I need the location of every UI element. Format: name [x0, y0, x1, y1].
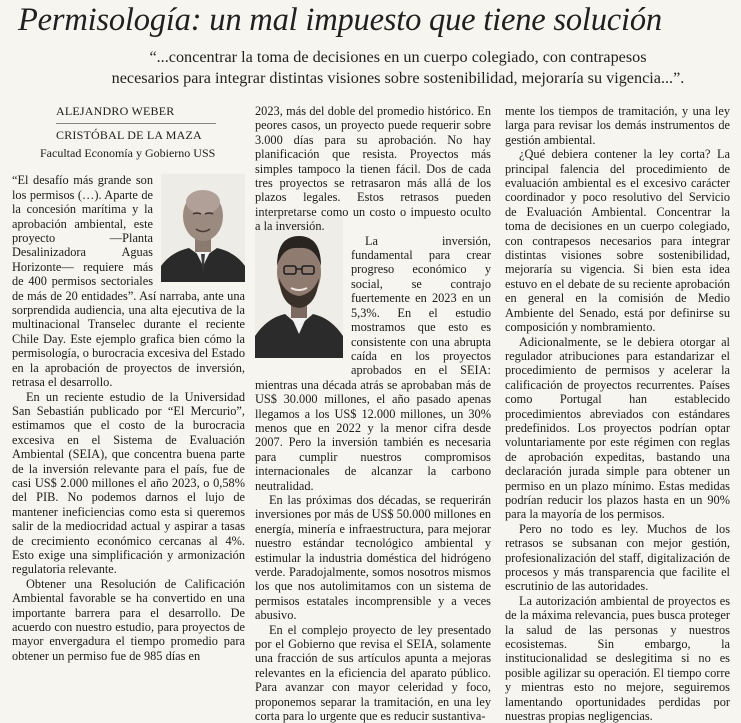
col2-paragraph: La inversión, fundamental para crear progreso económico y social, se contrajo fuertemente en 2023 en un 5,3%. En el estudio mostramos que esto es consistente con una abrupta caída en los proyectos aprobados en el SEIA: mientras una década atrás se aprobaban más de US$ 30.000 millones, el año pasado apenas llegamos a los US$ 12.000 millones, un 30% menos que en 2022 y la menor cifra desde 2007. Pero la inversión también es necesaria para cumplir nuestros compromisos internacionales de alcanzar la carbono neutralidad. — [255, 233, 491, 493]
col3-paragraph: Pero no todo es ley. Muchos de los retrasos se subsanan con mejor gestión, profesionalización del staff, digitalización de procesos y más transparencia que facilite el escrutinio de las autoridades. — [505, 521, 730, 594]
col1-paragraph: “El desafío más grande son los permisos (…). Aparte de la concesión marítima y la aprobación ambiental, este proyecto —Planta Desalinizadora Aguas Horizonte— requiere más de 400 permisos sectoriales de más de 20 entidades”. Así narraba, ante una sorprendida audiencia, una alta ejecutiva de la multinacional Transelec durante el reciente Chile Day. Este ejemplo grafica bien cómo la permisología, o burocracia excesiva del Estado en la aprobación de proyectos de inversión, retrasa el desarrollo. — [12, 173, 245, 390]
article-column-1 — [12, 104, 245, 663]
col3-paragraph: La autorización ambiental de proyectos es de la máxima relevancia, pues busca proteger la salud de las personas y nuestros ecosistemas. Sin embargo, la institucionalidad se deslegitima si no es posible agilizar su operación. El tiempo corre y mientras esto no mejore, seguiremos lamentando oportunidades perdidas por nuestras propias negligencias. — [505, 593, 730, 723]
photo-spacer — [255, 234, 351, 377]
col2-paragraph: 2023, más del doble del promedio histórico. En peores casos, un proyecto puede requerir sobre 3.000 días para su aprobación. No hay planificación que resista. Proyectos más simples tampoco la tienen fácil. Dos de cada tres proyectos se retrasaron más allá de los plazos legales. Estos retrasos pueden interpretarse como un costo o impuesto oculto a la inversión. — [255, 104, 491, 234]
article-column-2 — [255, 104, 491, 723]
col3-paragraph: ¿Qué debiera contener la ley corta? La principal falencia del procedimiento de evaluación ambiental es el excesivo carácter coordinador y poco resolutivo del Servicio de Evaluación Ambiental. Concentrar la toma de decisiones en un cuerpo colegiado, con contrapesos necesarios para integrar distintas visiones sobre sostenibilidad, mejoraría su vigencia. Si bien esta idea estuvo en el debate de su reciente aprobación en general en la comisión de Medio Ambiente del Senado, está por definirse su composición y nombramiento. — [505, 147, 730, 335]
col2-paragraph: En el complejo proyecto de ley presentado por el Gobierno que revisa el SEIA, solamente una fracción de sus artículos apunta a mejoras relevantes en la eficiencia del aparato público. Para avanzar con mayor celeridad y foco, proponemos separar la tramitación, en una ley corta para lo urgente que es reducir sustantiva- — [255, 622, 491, 723]
col2-paragraph: En las próximas dos décadas, se requerirán inversiones por más de US$ 50.000 millones en energía, minería e infraestructura, para mejorar nuestro estándar tecnológico ambiental y estimular la industria doméstica del hidrógeno verde. Paradojalmente, somos nosotros mismos los que nos autolimitamos con un sistema de permisos estatales incomprensible y a veces abusivo. — [255, 492, 491, 623]
deck-line: necesarios para integrar distintas visiones sobre sostenibilidad, mejoraría su vigencia...”. — [111, 69, 685, 87]
article-headline: Permisología: un mal impuesto que tiene solución — [18, 2, 662, 38]
col3-paragraph: Adicionalmente, se le debiera otorgar al regulador atribuciones para estandarizar el procedimiento de permisos y acelerar la calificación de proyectos recurrentes. Países como Portugal han establecido procedimientos abreviados con estándares predefinidos. Los proyectos podrían optar voluntariamente por este régimen con reglas de aprobación expeditas, bastando una declaración jurada simple para obtener un permiso en un plazo mínimo. Estas medidas podrían reducir los plazos hasta en un 90% para la mayoría de los permisos. — [505, 334, 730, 522]
col1-paragraph: En un reciente estudio de la Universidad San Sebastián publicado por “El Mercurio”, estimamos que el costo de la burocracia excesiva en el Sistema de Evaluación Ambiental (SEIA), que concentra buena parte de la inversión relevante para el país, fue de casi US$ 2.000 millones el año 2023, o 0,58% del PIB. No podemos darnos el lujo de mantener ineficiencias como esta si queremos salir de la mediocridad actual y aspirar a tasas de crecimiento económico cercanas al 4%. Esto exige una simplificación y armonización regulatoria relevante. — [12, 389, 245, 577]
author-photo-weber — [161, 174, 245, 282]
col3-paragraph: mente los tiempos de tramitación, y una ley larga para revisar los demás instrumentos de gestión ambiental. — [505, 104, 730, 147]
author-name-1: ALEJANDRO WEBER — [56, 104, 216, 124]
author-name-2: CRISTÓBAL DE LA MAZA — [56, 128, 202, 142]
portrait-man-bald-icon — [161, 174, 245, 282]
author-affiliation: Facultad Economía y Gobierno USS — [40, 146, 216, 160]
article-deck-quote — [88, 47, 708, 89]
col1-paragraph: Obtener una Resolución de Calificación Ambiental favorable se ha convertido en una importante barrera para el desarrollo. De acuerdo con nuestro estudio, para proyectos de mayor envergadura el tiempo promedio para obtener un permiso fue de 985 días en — [12, 576, 245, 663]
article-column-3 — [505, 104, 730, 723]
deck-line: “...concentrar la toma de decisiones en un cuerpo colegiado, con contrapesos — [149, 48, 647, 66]
